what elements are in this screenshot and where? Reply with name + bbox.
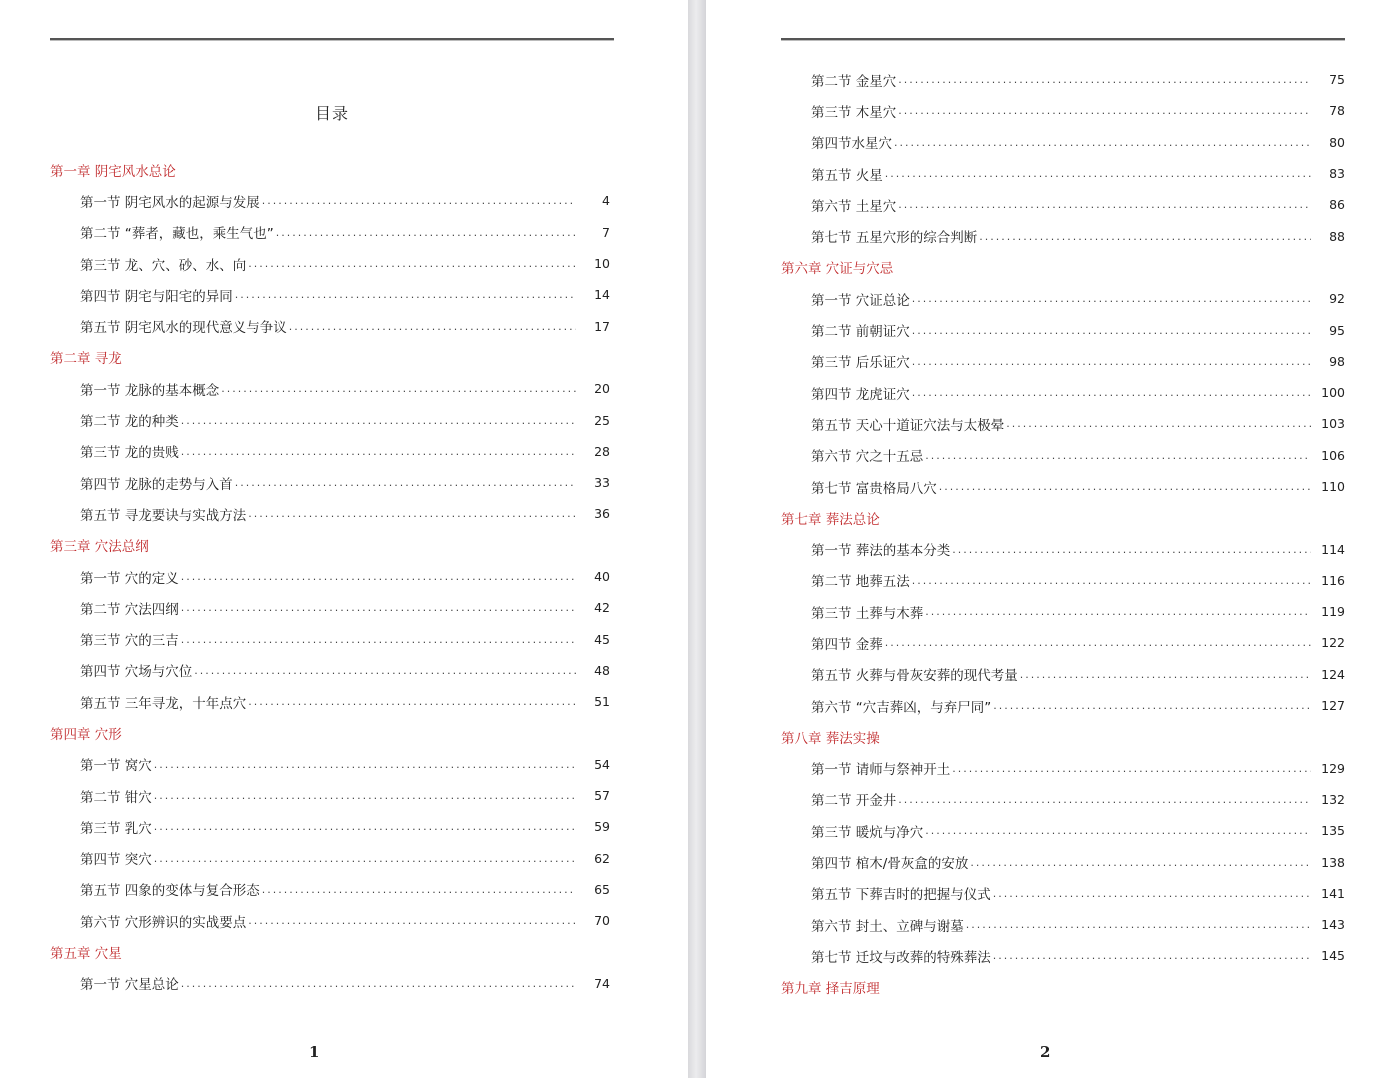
toc-chapter-heading[interactable] (781, 502, 1345, 533)
section-page-number: 119 (1321, 604, 1345, 620)
section-page-number: 65 (594, 881, 610, 897)
dot-leader (1006, 417, 1311, 430)
section-title: 第七节 五星穴形的综合判断 (811, 230, 978, 247)
section-title: 第四节 龙虎证穴 (811, 386, 910, 403)
section-title: 第一节 龙脉的基本概念 (80, 382, 220, 399)
toc-section-entry[interactable] (781, 690, 1345, 721)
dot-leader (885, 167, 1311, 180)
dot-leader (898, 793, 1311, 806)
toc-section-entry[interactable] (50, 968, 610, 999)
toc-section-entry[interactable] (50, 592, 610, 623)
header-rule (781, 38, 1345, 41)
section-page-number: 48 (594, 662, 610, 678)
toc-section-entry[interactable] (50, 749, 610, 780)
toc-section-entry[interactable] (781, 283, 1345, 314)
section-page-number: 54 (594, 756, 610, 772)
toc-section-entry[interactable] (781, 533, 1345, 564)
section-page-number: 143 (1321, 917, 1345, 933)
section-title: 第三节 暖炕与净穴 (811, 824, 924, 841)
dot-leader (248, 695, 576, 708)
dot-leader (181, 977, 576, 990)
dot-leader (970, 856, 1311, 869)
toc-section-entry[interactable] (781, 909, 1345, 940)
section-title: 第五节 火星 (811, 167, 883, 184)
chapter-title: 第六章 穴证与穴忌 (781, 261, 894, 278)
toc-section-entry[interactable] (781, 784, 1345, 815)
section-page-number: 116 (1321, 572, 1345, 588)
dot-leader (289, 320, 576, 333)
section-title: 第一节 穴星总论 (80, 977, 179, 994)
section-title: 第五节 下葬吉时的把握与仪式 (811, 887, 991, 904)
toc-section-entry[interactable] (50, 248, 610, 279)
dot-leader (262, 883, 576, 896)
toc-list-right (781, 64, 1345, 1003)
dot-leader (276, 226, 576, 239)
section-page-number: 141 (1321, 885, 1345, 901)
section-page-number: 92 (1329, 291, 1345, 307)
chapter-title: 第三章 穴法总纲 (50, 539, 149, 556)
section-page-number: 124 (1321, 666, 1345, 682)
section-title: 第四节 穴场与穴位 (80, 664, 193, 681)
section-page-number: 59 (594, 819, 610, 835)
section-title: 第三节 后乐证穴 (811, 355, 910, 372)
dot-leader (181, 445, 576, 458)
toc-section-entry[interactable] (50, 373, 610, 404)
toc-section-entry[interactable] (781, 377, 1345, 408)
section-title: 第二节 龙的种类 (80, 414, 179, 431)
toc-section-entry[interactable] (781, 64, 1345, 95)
section-title: 第二节 地葬五法 (811, 574, 910, 591)
toc-section-entry[interactable] (50, 905, 610, 936)
section-page-number: 122 (1321, 635, 1345, 651)
toc-chapter-heading[interactable] (50, 936, 610, 967)
section-title: 第五节 阴宅风水的现代意义与争议 (80, 320, 287, 337)
toc-section-entry[interactable] (781, 627, 1345, 658)
section-page-number: 74 (594, 975, 610, 991)
section-page-number: 95 (1329, 322, 1345, 338)
dot-leader (898, 73, 1311, 86)
section-page-number: 28 (594, 443, 610, 459)
toc-chapter-heading[interactable] (781, 252, 1345, 283)
section-title: 第四节水星穴 (811, 136, 892, 153)
section-title: 第一节 请师与祭神开土 (811, 762, 951, 779)
toc-section-entry[interactable] (781, 189, 1345, 220)
toc-section-entry[interactable] (50, 498, 610, 529)
section-page-number: 138 (1321, 854, 1345, 870)
toc-section-entry[interactable] (781, 753, 1345, 784)
section-page-number: 114 (1321, 541, 1345, 557)
dot-leader (248, 507, 576, 520)
section-page-number: 70 (594, 913, 610, 929)
section-page-number: 78 (1329, 103, 1345, 119)
section-page-number: 98 (1329, 353, 1345, 369)
section-title: 第五节 天心十道证穴法与太极晕 (811, 417, 1005, 434)
dot-leader (966, 918, 1311, 931)
toc-section-entry[interactable] (781, 127, 1345, 158)
toc-list-left (50, 154, 610, 999)
dot-leader (248, 914, 576, 927)
dot-leader (912, 574, 1311, 587)
chapter-title: 第九章 择吉原理 (781, 981, 880, 998)
section-title: 第五节 寻龙要诀与实战方法 (80, 507, 247, 524)
section-page-number: 33 (594, 475, 610, 491)
section-title: 第三节 穴的三吉 (80, 633, 179, 650)
toc-section-entry[interactable] (781, 659, 1345, 690)
section-title: 第四节 突穴 (80, 852, 152, 869)
dot-leader (925, 824, 1311, 837)
dot-leader (894, 136, 1311, 149)
page-number: 1 (309, 1043, 320, 1061)
section-page-number: 17 (594, 318, 610, 334)
section-title: 第三节 土葬与木葬 (811, 605, 924, 622)
left-page (0, 0, 688, 1078)
section-page-number: 127 (1321, 698, 1345, 714)
chapter-title: 第二章 寻龙 (50, 351, 122, 368)
dot-leader (952, 762, 1311, 775)
section-title: 第四节 金葬 (811, 636, 883, 653)
toc-title: 目录 (314, 104, 349, 123)
section-title: 第五节 三年寻龙，十年点穴 (80, 695, 247, 712)
section-page-number: 57 (594, 788, 610, 804)
section-page-number: 4 (602, 193, 610, 209)
section-title: 第六节 土星穴 (811, 198, 897, 215)
dot-leader (993, 887, 1311, 900)
section-title: 第二节 穴法四纲 (80, 601, 179, 618)
section-page-number: 86 (1329, 197, 1345, 213)
toc-section-entry[interactable] (50, 310, 610, 341)
section-title: 第二节 “葬者，藏也，乘生气也” (80, 226, 274, 243)
page-number: 2 (1040, 1043, 1051, 1061)
section-title: 第四节 棺木/骨灰盒的安放 (811, 856, 969, 873)
section-page-number: 25 (594, 412, 610, 428)
toc-section-entry[interactable] (50, 467, 610, 498)
section-page-number: 80 (1329, 134, 1345, 150)
dot-leader (181, 601, 576, 614)
toc-section-entry[interactable] (781, 878, 1345, 909)
section-title: 第一节 穴证总论 (811, 292, 910, 309)
section-title: 第二节 金星穴 (811, 73, 897, 90)
section-page-number: 110 (1321, 479, 1345, 494)
toc-section-entry[interactable] (50, 811, 610, 842)
section-page-number: 14 (594, 287, 610, 303)
dot-leader (898, 198, 1311, 211)
header-rule (50, 38, 614, 41)
section-title: 第三节 木星穴 (811, 104, 897, 121)
section-page-number: 62 (594, 850, 610, 866)
section-page-number: 106 (1321, 447, 1345, 463)
section-title: 第五节 火葬与骨灰安葬的现代考量 (811, 668, 1018, 685)
chapter-title: 第五章 穴星 (50, 946, 122, 963)
dot-leader (248, 257, 576, 270)
section-title: 第二节 前朝证穴 (811, 324, 910, 341)
toc-section-entry[interactable] (781, 815, 1345, 846)
dot-leader (1020, 668, 1311, 681)
dot-leader (154, 758, 576, 771)
toc-section-entry[interactable] (50, 655, 610, 686)
toc-section-entry[interactable] (781, 314, 1345, 345)
section-title: 第一节 葬法的基本分类 (811, 543, 951, 560)
toc-section-entry[interactable] (50, 874, 610, 905)
section-page-number: 135 (1321, 823, 1345, 839)
dot-leader (154, 789, 576, 802)
toc-section-entry[interactable] (50, 780, 610, 811)
dot-leader (925, 449, 1311, 462)
section-title: 第三节 龙的贵贱 (80, 445, 179, 462)
section-page-number: 75 (1329, 72, 1345, 88)
dot-leader (235, 288, 576, 301)
section-page-number: 100 (1321, 385, 1345, 401)
section-title: 第七节 富贵格局八穴 (811, 480, 937, 497)
dot-leader (181, 570, 576, 583)
toc-chapter-heading[interactable] (50, 717, 610, 748)
section-page-number: 36 (594, 506, 610, 522)
toc-chapter-heading[interactable] (781, 721, 1345, 752)
section-page-number: 129 (1321, 760, 1345, 776)
dot-leader (262, 194, 576, 207)
dot-leader (912, 386, 1311, 399)
section-title: 第七节 迁坟与改葬的特殊葬法 (811, 949, 991, 966)
dot-leader (898, 104, 1311, 117)
toc-chapter-heading[interactable] (50, 342, 610, 373)
dot-leader (925, 605, 1311, 618)
dot-leader (885, 636, 1311, 649)
toc-section-entry[interactable] (781, 846, 1345, 877)
dot-leader (235, 476, 576, 489)
toc-chapter-heading[interactable] (781, 972, 1345, 1003)
toc-section-entry[interactable] (50, 404, 610, 435)
section-title: 第四节 龙脉的走势与入首 (80, 476, 233, 493)
section-page-number: 7 (602, 224, 610, 240)
section-title: 第六节 封土、立碑与谢墓 (811, 918, 964, 935)
section-page-number: 20 (594, 381, 610, 397)
section-title: 第六节 穴之十五忌 (811, 449, 924, 466)
dot-leader (154, 820, 576, 833)
chapter-title: 第八章 葬法实操 (781, 730, 880, 747)
toc-section-entry[interactable] (781, 940, 1345, 971)
dot-leader (993, 699, 1311, 712)
section-page-number: 132 (1321, 791, 1345, 807)
section-title: 第五节 四象的变体与复合形态 (80, 883, 260, 900)
section-title: 第六节 “穴吉葬凶，与弃尸同” (811, 699, 992, 716)
chapter-title: 第七章 葬法总论 (781, 511, 880, 528)
toc-section-entry[interactable] (50, 279, 610, 310)
section-title: 第六节 穴形辨识的实战要点 (80, 914, 247, 931)
dot-leader (221, 382, 576, 395)
section-page-number: 103 (1321, 416, 1345, 432)
section-page-number: 51 (594, 694, 610, 710)
section-title: 第一节 阴宅风水的起源与发展 (80, 194, 260, 211)
toc-section-entry[interactable] (50, 561, 610, 592)
toc-section-entry[interactable] (781, 95, 1345, 126)
toc-section-entry[interactable] (50, 686, 610, 717)
section-page-number: 45 (594, 631, 610, 647)
section-page-number: 10 (594, 256, 610, 272)
toc-section-entry[interactable] (781, 565, 1345, 596)
chapter-title: 第四章 穴形 (50, 726, 122, 743)
toc-section-entry[interactable] (781, 596, 1345, 627)
section-title: 第一节 穴的定义 (80, 570, 179, 587)
section-title: 第四节 阴宅与阳宅的异同 (80, 288, 233, 305)
toc-chapter-heading[interactable] (50, 154, 610, 185)
toc-section-entry[interactable] (781, 220, 1345, 251)
toc-section-entry[interactable] (50, 185, 610, 216)
section-title: 第三节 乳穴 (80, 820, 152, 837)
section-page-number: 42 (594, 600, 610, 616)
section-page-number: 40 (594, 569, 610, 584)
dot-leader (181, 414, 576, 427)
dot-leader (181, 633, 576, 646)
toc-section-entry[interactable] (781, 471, 1345, 502)
section-title: 第一节 窝穴 (80, 758, 152, 775)
section-page-number: 83 (1329, 166, 1345, 182)
dot-leader (912, 324, 1311, 337)
dot-leader (194, 664, 576, 677)
toc-section-entry[interactable] (781, 408, 1345, 439)
dot-leader (952, 543, 1311, 556)
chapter-title: 第一章 阴宅风水总论 (50, 163, 176, 180)
toc-section-entry[interactable] (50, 843, 610, 874)
dot-leader (912, 355, 1311, 368)
toc-section-entry[interactable] (50, 436, 610, 467)
dot-leader (979, 230, 1311, 243)
section-title: 第三节 龙、穴、砂、水、向 (80, 257, 247, 274)
toc-chapter-heading[interactable] (50, 530, 610, 561)
dot-leader (154, 852, 576, 865)
dot-leader (912, 292, 1311, 305)
dot-leader (993, 949, 1311, 962)
right-page (706, 0, 1388, 1078)
toc-section-entry[interactable] (781, 158, 1345, 189)
dot-leader (939, 480, 1311, 493)
section-page-number: 88 (1329, 228, 1345, 244)
section-page-number: 145 (1321, 948, 1345, 964)
toc-section-entry[interactable] (781, 440, 1345, 471)
toc-section-entry[interactable] (781, 346, 1345, 377)
section-title: 第二节 钳穴 (80, 789, 152, 806)
page-gutter (688, 0, 706, 1078)
toc-section-entry[interactable] (50, 623, 610, 654)
section-title: 第二节 开金井 (811, 793, 897, 810)
toc-section-entry[interactable] (50, 217, 610, 248)
